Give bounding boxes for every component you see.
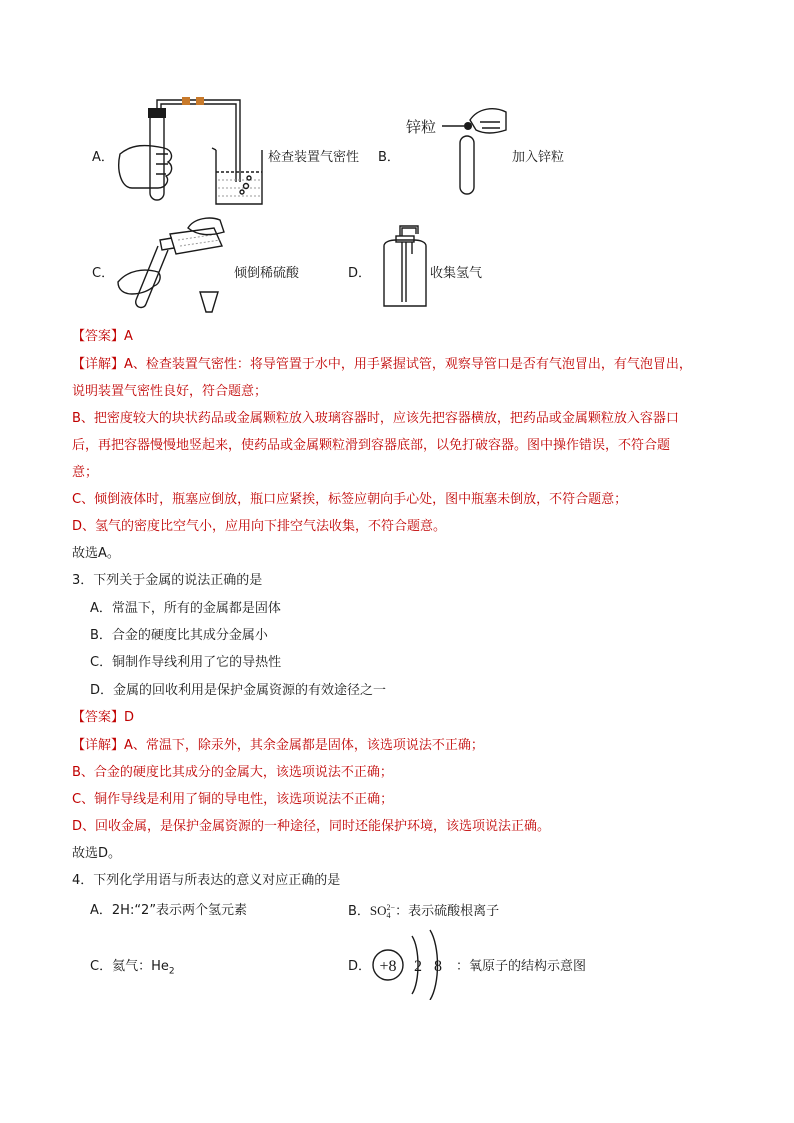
detail-tag: 【详解】: [72, 357, 125, 372]
airtightness-apparatus-image: [112, 92, 272, 210]
q4-option-c: C．氦气：$He_2$: [90, 959, 175, 977]
q4-option-d-letter: D．: [348, 959, 372, 974]
q3-option-a: A．常温下，所有的金属都是固体: [90, 601, 281, 616]
q2-option-a-caption: 检查装置气密性: [268, 150, 360, 165]
q2-detail-line: B、把密度较大的块状药品或金属颗粒放入玻璃容器时，应该先把容器横放，把药品或金属颗粒放入容器口: [72, 411, 679, 426]
q2-option-c-caption: 倾倒稀硫酸: [234, 266, 300, 281]
q2-conclusion: 故选A。: [72, 546, 120, 561]
shell-2-electrons: 8: [434, 958, 442, 975]
add-zinc-tube-image: [440, 100, 510, 200]
q2-option-c-letter: C．: [92, 266, 115, 281]
q4-option-a: A．2H:“2”表示两个氢元素: [90, 903, 248, 918]
shell-1-electrons: 2: [414, 958, 422, 975]
q3-option-c: C．铜制作导线利用了它的导热性: [90, 655, 282, 670]
answer-value: D: [124, 710, 135, 725]
answer-tag: 【答案】: [72, 329, 125, 344]
q3-detail-line: C、铜作导线是利用了铜的导电性，该选项说法不正确；: [72, 792, 394, 807]
q3-detail-line: D、回收金属，是保护金属资源的一种途径，同时还能保护环境，该选项说法正确。: [72, 819, 551, 834]
q2-detail-line: 说明装置气密性良好，符合题意；: [72, 384, 268, 399]
q3-option-b: B．合金的硬度比其成分金属小: [90, 628, 268, 643]
q4-option-d-text: ：氧原子的结构示意图: [456, 959, 587, 974]
q2-answer: [72, 328, 133, 346]
q2-detail-line: 意；: [72, 465, 99, 480]
q2-option-d-caption: 收集氢气: [430, 266, 483, 281]
q4-stem: 4．下列化学用语与所表达的意义对应正确的是: [72, 873, 341, 888]
q3-detail-line: B、合金的硬度比其成分的金属大，该选项说法不正确；: [72, 765, 393, 780]
q2-detail-line: D、氢气的密度比空气小，应用向下排空气法收集，不符合题意。: [72, 519, 447, 534]
oxygen-atom-structure-diagram: [368, 928, 456, 1000]
q2-option-b-caption: 加入锌粒: [512, 150, 565, 165]
q3-answer: [72, 709, 134, 727]
q2-detail-line: 【详解】A、检查装置气密性：将导管置于水中，用手紧握试管，观察导管口是否有气泡冒出，有气泡冒出，: [72, 357, 692, 372]
answer-tag: 【答案】: [72, 710, 125, 725]
q2-detail-line: C、倾倒液体时，瓶塞应倒放，瓶口应紧挨，标签应朝向手心处，图中瓶塞未倒放，不符合题意；: [72, 492, 628, 507]
q2-detail-line: 后，再把容器慢慢地竖起来，使药品或金属颗粒滑到容器底部，以免打破容器。图中操作错误，不符合题: [72, 438, 671, 453]
q3-conclusion: 故选D。: [72, 846, 122, 861]
q2-option-a-letter: A．: [92, 150, 114, 165]
q2-option-d-letter: D．: [348, 266, 372, 281]
nucleus-charge: +8: [379, 958, 397, 975]
answer-value: A: [124, 329, 133, 344]
q4-option-b: B．SO 2− 4 ：表示硫酸根离子: [348, 903, 500, 921]
zinc-granule-label: 锌粒: [406, 118, 437, 136]
q3-stem: 3．下列关于金属的说法正确的是: [72, 573, 263, 588]
q3-option-d: D．金属的回收利用是保护金属资源的有效途径之一: [90, 683, 387, 698]
collect-hydrogen-bottle-image: [380, 224, 430, 312]
detail-tag: 【详解】: [72, 738, 125, 753]
q2-option-b-letter: B．: [378, 150, 400, 165]
sulfate-formula: SO 2− 4: [369, 903, 396, 921]
q3-detail-line: 【详解】A、常温下，除汞外，其余金属都是固体，该选项说法不正确；: [72, 738, 484, 753]
pour-acid-image: [114, 214, 234, 318]
